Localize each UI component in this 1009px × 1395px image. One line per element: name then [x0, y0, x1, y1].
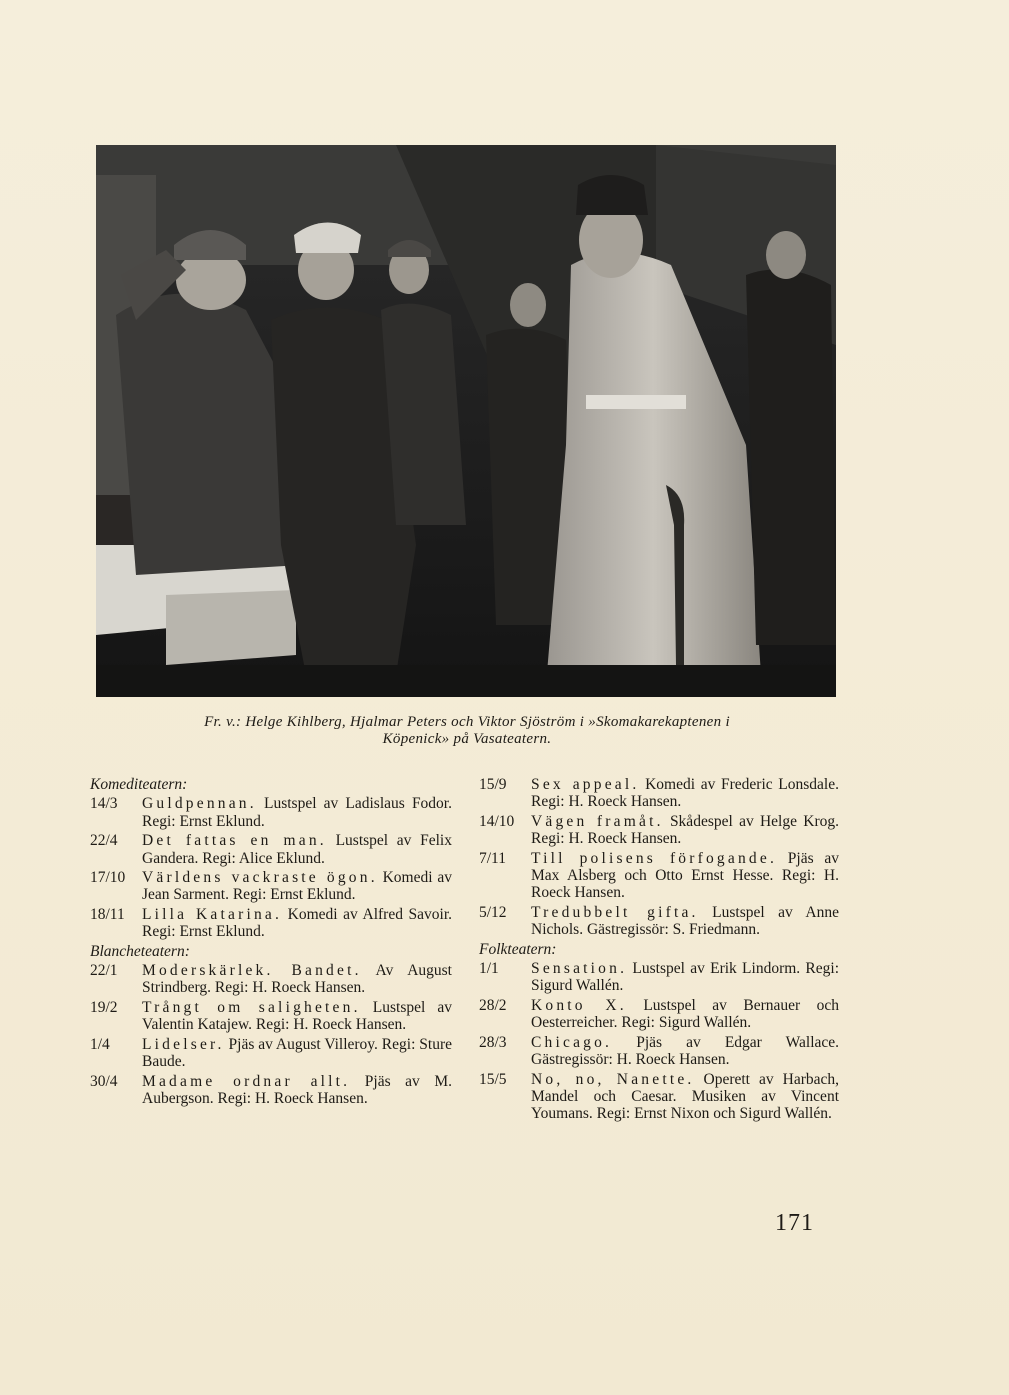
list-item: [479, 1034, 839, 1069]
entry-date: 19/2: [90, 998, 118, 1016]
entry-date: 22/1: [90, 962, 118, 980]
entry-date: 14/3: [90, 795, 118, 813]
list-item: [90, 999, 452, 1034]
entry-title: Det fattas en man.: [142, 832, 327, 850]
entry-text: Lustspel av Ladislaus Fodor. Regi: Ernst Eklund.: [142, 795, 452, 830]
list-item: [479, 904, 839, 939]
list-item: [90, 795, 452, 830]
entry-date: 28/3: [479, 1033, 507, 1051]
entry-title: Moderskärlek. Bandet.: [142, 962, 362, 980]
entry-title: Tredubbelt gifta.: [531, 903, 699, 921]
entry-title: Konto X.: [531, 996, 627, 1014]
entry-title: Lidelser.: [142, 1035, 225, 1053]
entry-date: 14/10: [479, 812, 515, 830]
entry-title: Chicago.: [531, 1033, 613, 1051]
photo-caption: [92, 714, 842, 748]
list-item: [90, 1073, 452, 1108]
entry-title: Madame ordnar allt.: [142, 1072, 351, 1090]
list-item: [479, 776, 839, 811]
entry-text: Pjäs av M. Aubergson. Regi: H. Roeck Hansen.: [142, 1072, 453, 1107]
entry-text: Operett av Harbach, Mandel och Caesar. Musiken av Vincent Youmans. Regi: Ernst Nixon och Sigurd Wallén.: [531, 1070, 839, 1123]
list-item: [479, 997, 839, 1032]
entry-text: Lustspel av Felix Gandera. Regi: Alice Eklund.: [142, 832, 452, 867]
entry-title: Trångt om saligheten.: [142, 998, 361, 1016]
entry-date: 22/4: [90, 832, 118, 850]
entry-text: Komedi av Frederic Lonsdale. Regi: H. Roeck Hansen.: [531, 776, 839, 811]
entry-text: Skådespel av Helge Krog. Regi: H. Roeck Hansen.: [531, 812, 839, 848]
entry-title: Lilla Katarina.: [142, 905, 283, 923]
photo-illustration: [96, 145, 836, 697]
caption-line-1: Fr. v.: Helge Kihlberg, Hjalmar Peters och Viktor Sjöström i »Skomakarekaptenen i: [204, 714, 730, 730]
list-item: [90, 869, 452, 904]
list-item: [90, 962, 452, 997]
entry-text: Lustspel av Erik Lindorm. Regi: Sigurd Wallén.: [531, 960, 839, 995]
entry-text: Av August Strindberg. Regi: H. Roeck Hansen.: [142, 962, 452, 997]
right-column: [479, 776, 839, 1125]
entry-title: Guldpennan.: [142, 795, 257, 813]
entry-title: Vägen framåt.: [531, 812, 664, 830]
page-number: 171: [775, 1210, 814, 1236]
entry-text: Lustspel av Bernauer och Oesterreicher. Regi: Sigurd Wallén.: [531, 996, 840, 1032]
entry-title: Sensation.: [531, 960, 628, 978]
entry-date: 1/1: [479, 960, 499, 978]
list-item: [479, 960, 839, 995]
entry-title: Sex appeal.: [531, 776, 640, 793]
entry-date: 30/4: [90, 1072, 118, 1090]
entry-date: 28/2: [479, 996, 507, 1014]
stage-photo: [96, 145, 836, 697]
entry-date: 15/5: [479, 1070, 507, 1088]
section-heading: Folkteatern:: [479, 940, 557, 958]
list-item: [90, 906, 452, 941]
entry-date: 1/4: [90, 1035, 110, 1053]
entry-date: 18/11: [90, 905, 125, 923]
entry-text: Komedi av Jean Sarment. Regi: Ernst Eklund.: [142, 869, 452, 904]
list-item: [90, 832, 452, 867]
entry-text: Pjäs av Max Alsberg och Otto Ernst Hesse. Regi: H. Roeck Hansen.: [531, 849, 839, 902]
entry-text: Lustspel av Valentin Katajew. Regi: H. Roeck Hansen.: [142, 998, 453, 1034]
entry-date: 7/11: [479, 849, 506, 867]
list-item: [479, 813, 839, 848]
entry-date: 5/12: [479, 903, 507, 921]
left-column: [90, 776, 452, 1109]
entry-date: 17/10: [90, 869, 126, 887]
list-item: [479, 1071, 839, 1123]
entry-text: Pjäs av Edgar Wallace. Gästregissör: H. Roeck Hansen.: [531, 1033, 840, 1069]
section-heading: Komediteatern:: [90, 776, 188, 793]
entry-text: Pjäs av August Villeroy. Regi: Sture Baude.: [142, 1035, 452, 1071]
entry-title: No, no, Nanette.: [531, 1070, 695, 1088]
list-item: [90, 1036, 452, 1071]
entry-title: Världens vackraste ögon.: [142, 869, 378, 887]
entry-text: Komedi av Alfred Savoir. Regi: Ernst Eklund.: [142, 905, 453, 941]
entry-date: 15/9: [479, 776, 507, 793]
list-item: [479, 850, 839, 902]
entry-text: Lustspel av Anne Nichols. Gästregissör: S. Friedmann.: [531, 903, 840, 939]
section-heading: Blancheteatern:: [90, 942, 190, 960]
caption-line-2: Köpenick» på Vasateatern.: [382, 731, 552, 747]
entry-title: Till polisens förfogande.: [531, 849, 778, 867]
